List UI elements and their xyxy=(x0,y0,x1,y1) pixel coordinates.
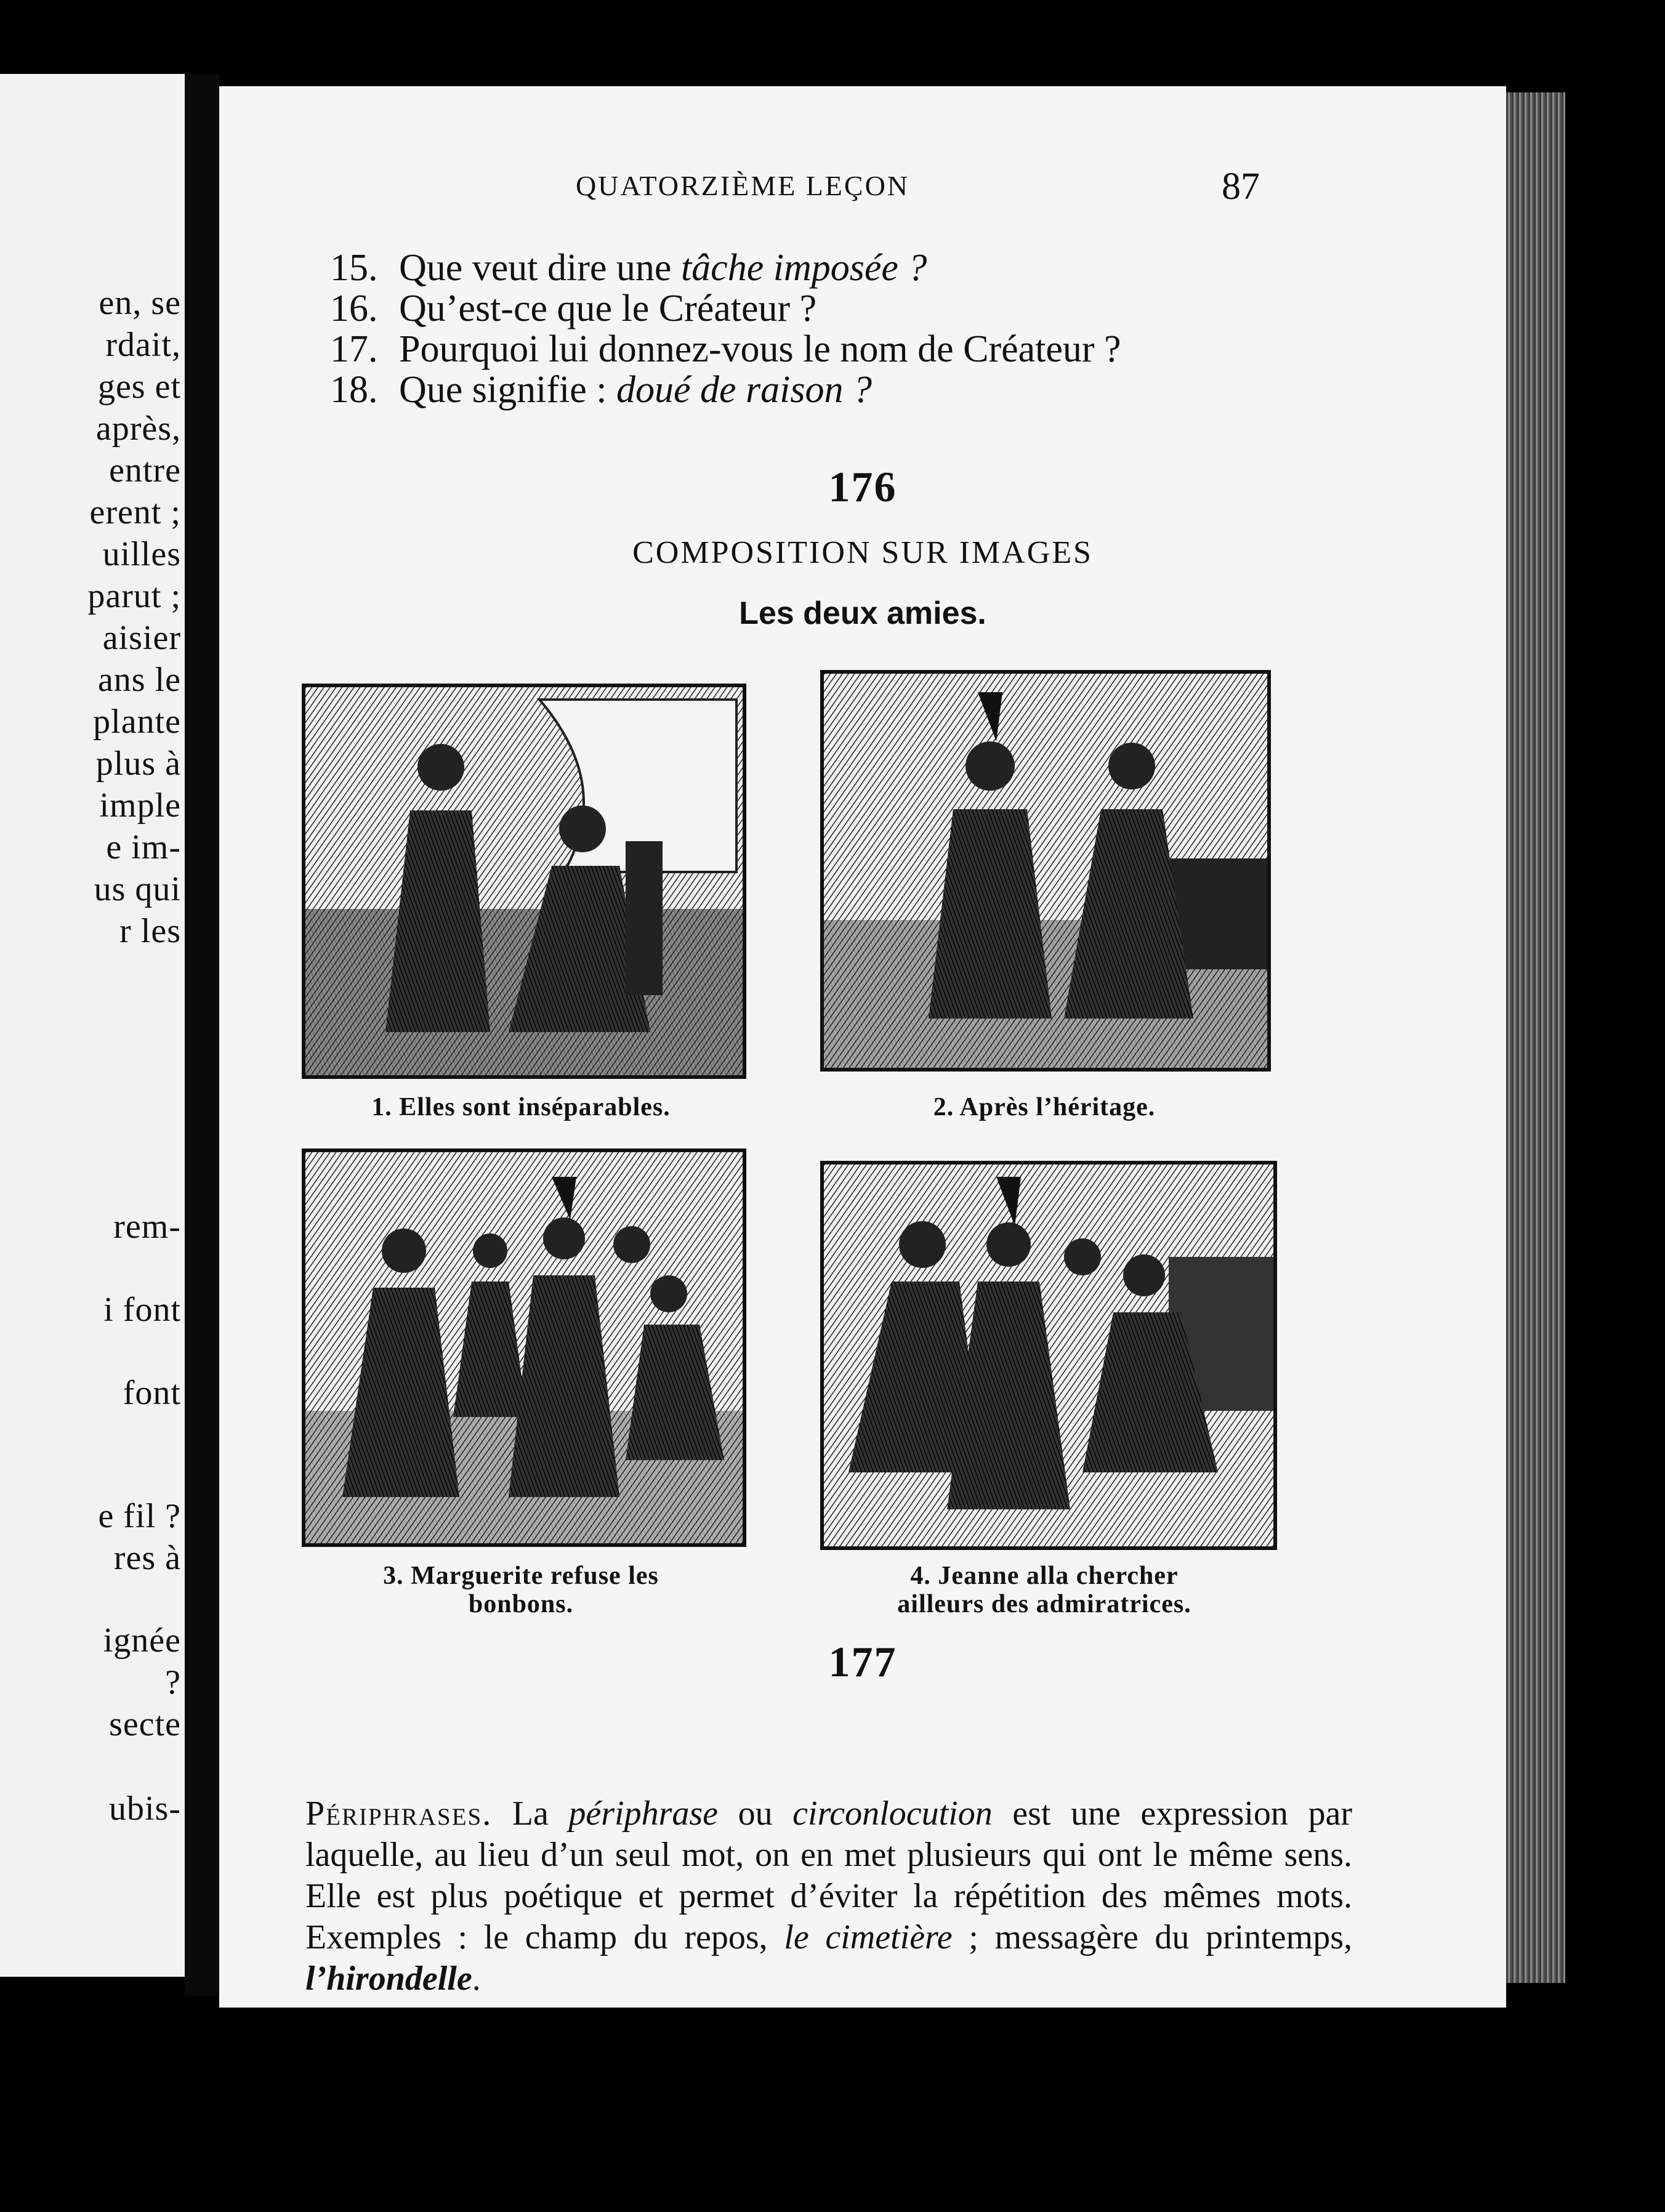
engraving-illustration xyxy=(824,674,1267,1068)
question-item xyxy=(330,369,1475,410)
prev-page-line: plante xyxy=(93,703,181,741)
prev-page-line: entre xyxy=(109,451,181,490)
paragraph-emphasis: périphrase xyxy=(568,1794,719,1833)
prev-page-line: res à xyxy=(113,1539,181,1577)
engraving-image-4 xyxy=(820,1161,1277,1550)
prev-page-line: ges et xyxy=(97,368,181,406)
question-number: 15. xyxy=(330,247,378,289)
engraving-illustration xyxy=(305,687,743,1075)
question-emphasis: doué de raison xyxy=(616,369,844,411)
exercise-number: 177 xyxy=(828,1639,897,1686)
engraving-image-1 xyxy=(302,684,746,1079)
paragraph-lead: Périphrases. xyxy=(305,1794,493,1833)
exercise-subtitle: Les deux amies. xyxy=(739,595,986,631)
paragraph-emphasis: l’hirondelle xyxy=(305,1960,472,1998)
prev-page-line: font xyxy=(123,1374,181,1412)
prev-page-line: ubis- xyxy=(109,1790,181,1828)
prev-page-line: erent ; xyxy=(89,493,181,531)
prev-page-line: imple xyxy=(99,786,181,825)
question-text: Que signifie : xyxy=(399,369,616,411)
exercise-number: 176 xyxy=(828,464,897,511)
question-text: Que veut dire une xyxy=(399,247,681,289)
question-text: Qu’est-ce que le Créateur ? xyxy=(399,288,817,329)
engraving-illustration xyxy=(824,1165,1273,1546)
book-gutter xyxy=(185,74,219,1995)
page-edge-texture xyxy=(1506,92,1565,1983)
prev-page-line: rdait, xyxy=(105,326,181,364)
prev-page-line: i font xyxy=(103,1291,181,1329)
prev-page-line: ignée xyxy=(103,1621,181,1660)
previous-page-fragment xyxy=(0,74,185,1977)
book-page xyxy=(219,86,1506,2008)
prev-page-line: us qui xyxy=(94,870,181,908)
paragraph-text: est une expression par laquelle, au lieu d’un seul mot, on en met plusieurs qui ont le même sens. Elle est plus poétique et permet d’éviter la répétition des mêmes mots. Exemples : le champ du repos, xyxy=(305,1794,1352,1956)
prev-page-line: en, se xyxy=(99,284,181,322)
prev-page-line: ? xyxy=(165,1663,181,1701)
caption-line: 4. Jeanne alla chercher xyxy=(910,1562,1179,1590)
paragraph-text: ou xyxy=(718,1794,793,1833)
question-end: ? xyxy=(843,369,873,411)
question-number: 18. xyxy=(330,369,378,411)
page-number: 87 xyxy=(1222,166,1260,208)
prev-page-line: ans le xyxy=(97,661,181,699)
image-caption-2: 2. Après l’héritage. xyxy=(933,1093,1156,1121)
paragraph-emphasis: circonlocution xyxy=(792,1794,993,1833)
caption-line: 3. Marguerite refuse les xyxy=(383,1562,659,1590)
prev-page-line: e im- xyxy=(106,828,181,866)
paragraph-text: La xyxy=(492,1794,569,1833)
paragraph-text: ; messagère du printemps, xyxy=(952,1918,1352,1956)
question-list xyxy=(330,248,1475,410)
prev-page-line: rem- xyxy=(113,1208,181,1246)
paragraph-emphasis: le cimetière xyxy=(784,1918,953,1956)
caption-line: bonbons. xyxy=(468,1590,574,1618)
question-item xyxy=(330,329,1475,369)
image-caption-1: 1. Elles sont inséparables. xyxy=(371,1093,671,1121)
question-number: 16. xyxy=(330,288,378,329)
prev-page-line: uilles xyxy=(102,535,181,573)
question-item xyxy=(330,248,1475,288)
running-head-title: QUATORZIÈME LEÇON xyxy=(575,170,910,201)
engraving-illustration xyxy=(305,1152,743,1543)
engraving-image-2 xyxy=(820,670,1271,1072)
question-emphasis: tâche imposée xyxy=(680,247,898,289)
prev-page-line: secte xyxy=(109,1705,181,1743)
paragraph-text: . xyxy=(472,1960,481,1998)
prev-page-line: e fil ? xyxy=(98,1497,181,1535)
caption-line: ailleurs des admiratrices. xyxy=(897,1590,1191,1618)
question-end: ? xyxy=(898,247,927,289)
prev-page-line: plus à xyxy=(95,745,181,783)
prev-page-line: aisier xyxy=(102,619,181,657)
image-caption-4 xyxy=(798,1562,1291,1618)
question-item xyxy=(330,288,1475,329)
exercise-paragraph xyxy=(305,1793,1352,2000)
engraving-image-3 xyxy=(302,1148,746,1547)
exercise-title: COMPOSITION SUR IMAGES xyxy=(632,535,1093,570)
question-text: Pourquoi lui donnez-vous le nom de Créateur ? xyxy=(399,328,1121,370)
prev-page-line: parut ; xyxy=(87,577,181,615)
question-number: 17. xyxy=(330,328,378,370)
prev-page-line: après, xyxy=(95,410,181,448)
image-caption-3 xyxy=(281,1562,761,1618)
prev-page-line: r les xyxy=(119,912,181,950)
